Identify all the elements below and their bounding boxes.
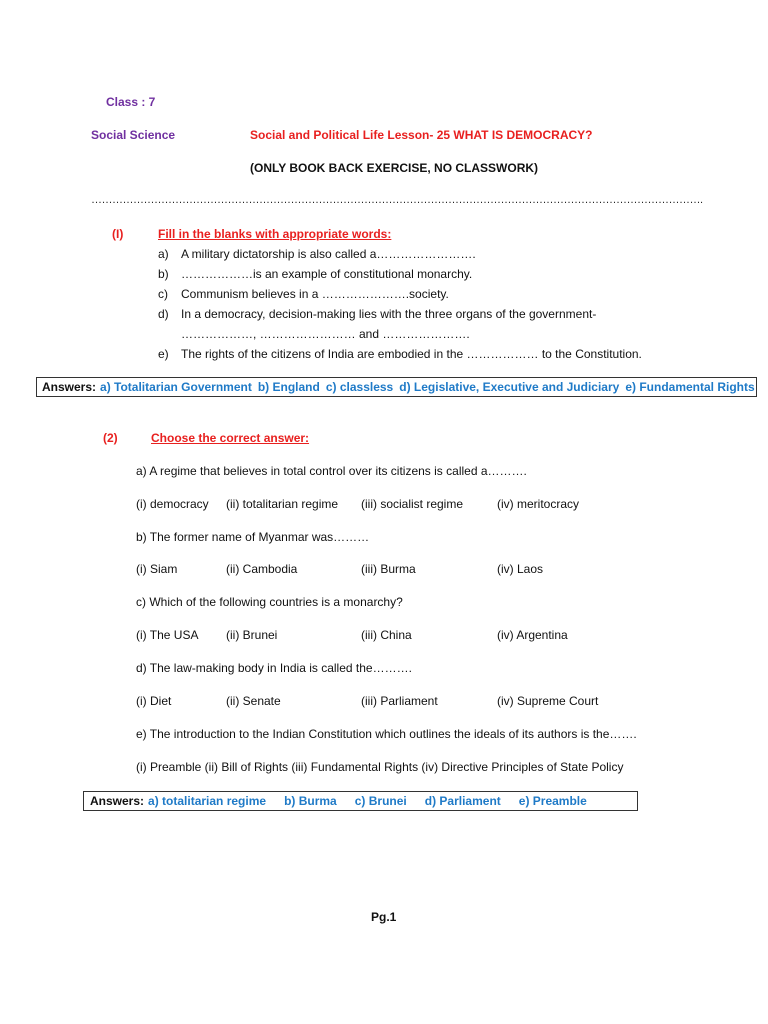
item-label: b) <box>158 267 169 281</box>
subtitle: (ONLY BOOK BACK EXERCISE, NO CLASSWORK) <box>250 161 539 175</box>
answer-item: a) Totalitarian Government <box>100 380 252 394</box>
option: (ii) Senate <box>226 694 281 708</box>
option: (iv) Supreme Court <box>497 694 599 708</box>
option: (iv) Argentina <box>497 628 568 642</box>
section2-title: Choose the correct answer: <box>151 431 310 445</box>
option: (iii) socialist regime <box>361 497 464 511</box>
lesson-title: Social and Political Life Lesson- 25 WHAT IS DEMOCRACY? <box>250 128 593 142</box>
item-text: ………………is an example of constitutional monarchy. <box>181 267 473 281</box>
question-text: c) Which of the following countries is a monarchy? <box>136 595 403 609</box>
section1-number: (I) <box>112 227 124 241</box>
question-text: a) A regime that believes in total control over its citizens is called a………. <box>136 464 527 478</box>
item-label: e) <box>158 347 169 361</box>
answer-item: d) Legislative, Executive and Judiciary <box>399 380 620 394</box>
page-number: Pg.1 <box>371 910 397 924</box>
question-text: b) The former name of Myanmar was……… <box>136 530 370 544</box>
option: (ii) totalitarian regime <box>226 497 339 511</box>
item-text: In a democracy, decision-making lies with the three organs of the government- <box>181 307 597 321</box>
option: (iv) Laos <box>497 562 544 576</box>
option: (ii) Brunei <box>226 628 278 642</box>
option: (ii) Cambodia <box>226 562 298 576</box>
option: (i) Siam <box>136 562 178 576</box>
question-text: e) The introduction to the Indian Constitution which outlines the ideals of its authors is the……. <box>136 727 637 741</box>
options-line: (i) Preamble (ii) Bill of Rights (iii) Fundamental Rights (iv) Directive Principles of State Policy <box>136 760 624 774</box>
option: (i) democracy <box>136 497 209 511</box>
item-text: A military dictatorship is also called a……………………. <box>181 247 476 261</box>
answer-item: d) Parliament <box>424 794 501 808</box>
answer-item: c) Brunei <box>354 794 407 808</box>
section1-title: Fill in the blanks with appropriate words: <box>158 227 392 241</box>
subject-label: Social Science <box>91 128 176 142</box>
item-label: a) <box>158 247 169 261</box>
section2-answers-box <box>83 791 638 811</box>
answer-item: c) classless <box>325 380 394 394</box>
item-text: ………………, …………………… and …………………. <box>181 327 470 341</box>
option: (iii) Burma <box>361 562 416 576</box>
section2-number: (2) <box>103 431 118 445</box>
answer-item: b) Burma <box>284 794 337 808</box>
option: (i) The USA <box>136 628 199 642</box>
item-text: The rights of the citizens of India are embodied in the ……………… to the Constitution. <box>181 347 642 361</box>
class-label: Class : 7 <box>106 95 156 109</box>
option: (iv) meritocracy <box>497 497 580 511</box>
separator-line: …………………………………………………………………………………………………………………………………………………………. <box>91 194 703 206</box>
item-text: Communism believes in a ………………….society. <box>181 287 449 301</box>
option: (iii) Parliament <box>361 694 438 708</box>
answers-label: Answers: <box>42 380 97 394</box>
answer-item: a) totalitarian regime <box>148 794 267 808</box>
answers-label: Answers: <box>90 794 145 808</box>
option: (iii) China <box>361 628 412 642</box>
section1-answers-box <box>36 377 757 397</box>
item-label: c) <box>158 287 168 301</box>
option: (i) Diet <box>136 694 172 708</box>
answer-item: e) Preamble <box>518 794 587 808</box>
answer-item: e) Fundamental Rights <box>625 380 755 394</box>
item-label: d) <box>158 307 169 321</box>
question-text: d) The law-making body in India is called the………. <box>136 661 412 675</box>
answer-item: b) England <box>257 380 320 394</box>
